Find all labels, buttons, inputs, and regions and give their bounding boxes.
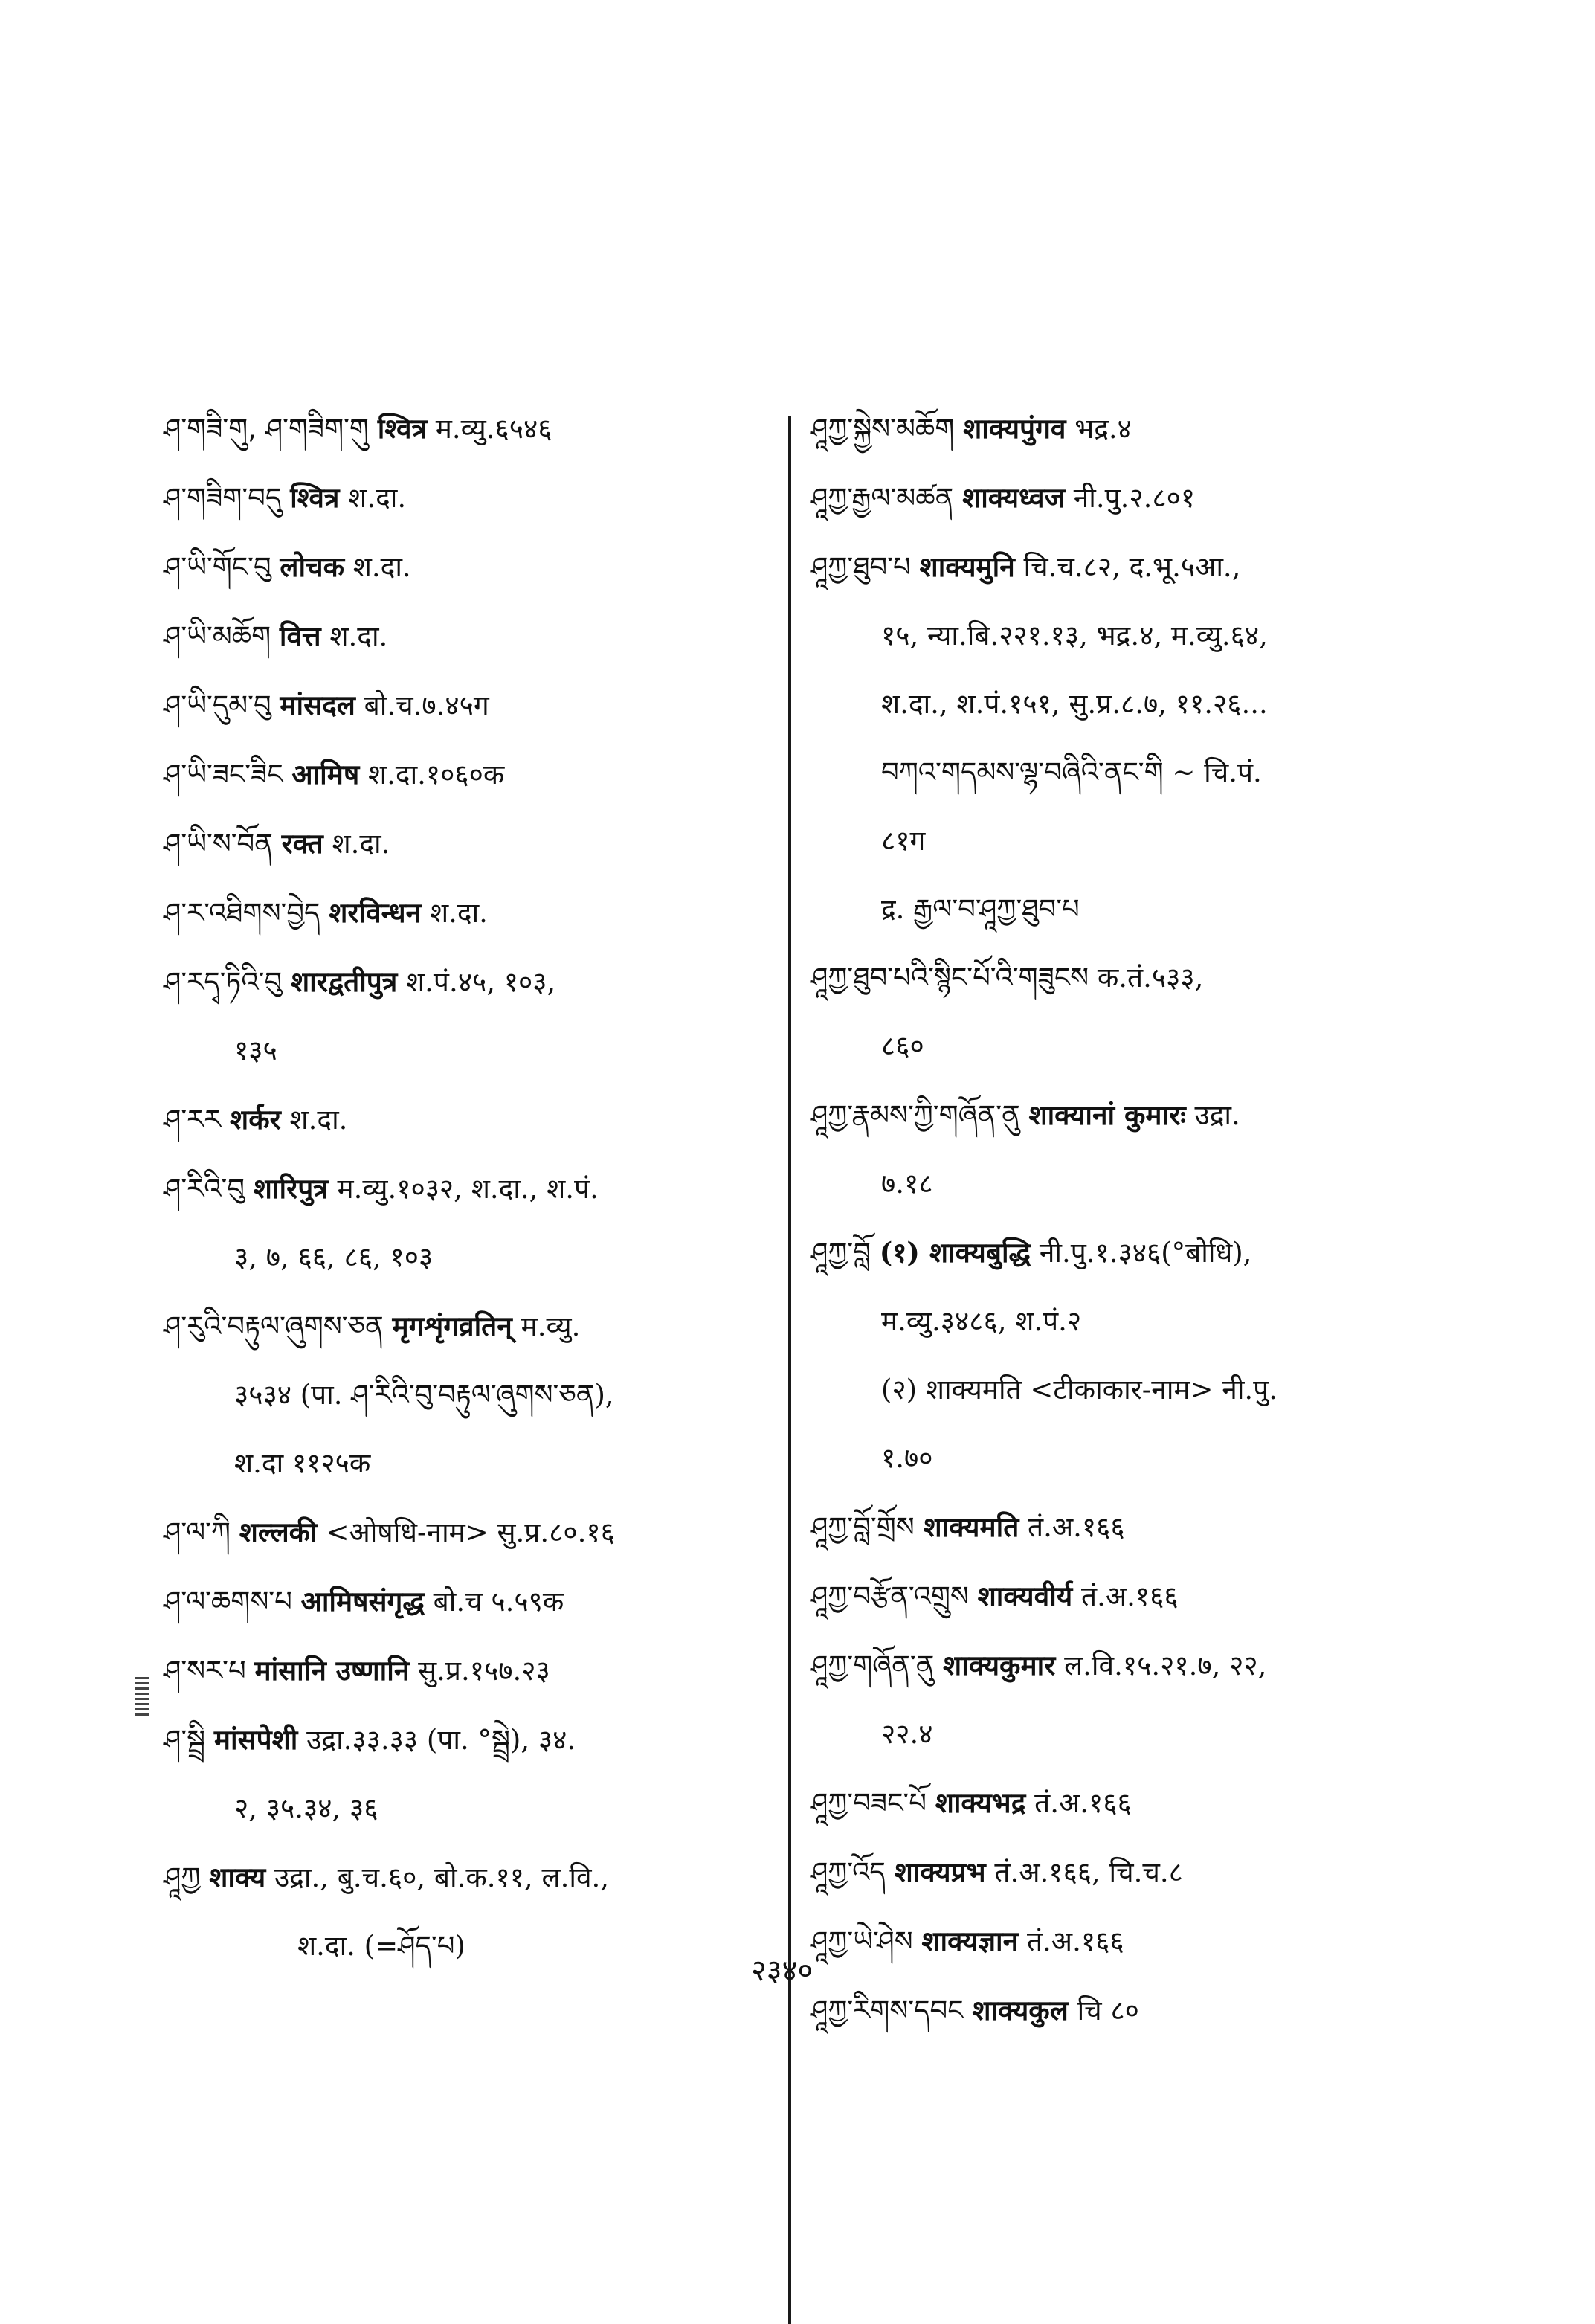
- source-reference: <ओषधि-नाम> सु.प्र.८०.१६: [326, 1516, 615, 1548]
- entry-continuation: श.दा. (=ཤོད་པ): [297, 1930, 465, 1962]
- tibetan-headword: ཤཱཀྱ་གཞོན་ནུ: [811, 1649, 935, 1681]
- dictionary-entry: [811, 1838, 1450, 1907]
- source-reference: श.दा.: [329, 620, 388, 652]
- left-column: [164, 394, 781, 1980]
- entry-continuation: श.दा., श.पं.१५१, सु.प्र.८.७, ११.२६...: [881, 688, 1268, 720]
- source-reference: सु.प्र.१५७.२३: [418, 1655, 550, 1687]
- tibetan-headword: ཤཱཀྱ་ཐུབ་པའི་སྙིང་པོ་འི་གཟུངས: [811, 962, 1089, 994]
- sanskrit-equivalent: शाक्यवीर्य: [977, 1580, 1073, 1612]
- sanskrit-equivalent: शर्कर: [230, 1103, 281, 1136]
- sanskrit-equivalent: श्वित्र: [377, 412, 428, 445]
- source-reference: तं.अ.१६६, चि.च.८: [994, 1856, 1183, 1888]
- dictionary-entry: [811, 1218, 1450, 1287]
- source-reference: श.दा.१०६०क: [368, 759, 505, 791]
- dictionary-entry: [164, 671, 781, 740]
- sanskrit-equivalent: शाक्यकुल: [972, 1994, 1069, 2027]
- source-reference: म.व्यु.१०३२, श.दा., श.पं.: [337, 1173, 599, 1205]
- sanskrit-equivalent: शारद्वतीपुत्र: [290, 965, 398, 998]
- source-reference: उद्रा.: [1194, 1099, 1240, 1131]
- entry-continuation: ३, ७, ६६, ८६, १०३: [234, 1241, 434, 1273]
- tibetan-headword: ཤ་སར་པ: [164, 1655, 246, 1687]
- sanskrit-equivalent: शाक्यध्वज: [962, 481, 1065, 514]
- tibetan-headword: ཤཱཀྱ་བཟང་པོ: [811, 1787, 927, 1819]
- tibetan-headword: ཤ་ར་འཐིགས་བྱེད: [164, 897, 320, 929]
- sanskrit-equivalent: शाक्यप्रभ: [894, 1855, 986, 1888]
- entry-continuation: ३५३४ (पा. ཤ་རིའི་བུ་བརྟུལ་ཞུགས་ཅན),: [234, 1379, 614, 1411]
- dictionary-entry: [811, 1768, 1450, 1838]
- source-reference: बो.च ५.५९क: [433, 1586, 564, 1618]
- tibetan-headword: ཤ་ཡི་ཟང་ཟིང: [164, 759, 283, 791]
- tibetan-headword: ཤ་ཡི་མཆོག: [164, 620, 271, 652]
- margin-mark: [135, 1677, 149, 1719]
- source-reference: तं.अ.१६६: [1028, 1511, 1125, 1543]
- sanskrit-equivalent: शाक्यमुनि: [919, 550, 1015, 583]
- sanskrit-equivalent: श्वित्र: [290, 481, 340, 514]
- entry-continuation: བཀའ་གདམས་ལྷ་བཞིའི་ནང་གི ~ चि.पं.: [881, 756, 1262, 788]
- entry-continuation: १.७०: [881, 1442, 933, 1474]
- tibetan-headword: ཤཱཀྱ་བློ: [811, 1237, 871, 1269]
- source-reference: चि.च.८२, द.भू.५आ.,: [1023, 551, 1241, 583]
- tibetan-headword: ཤཱཀྱ་ཐུབ་པ: [811, 551, 911, 583]
- sanskrit-equivalent: लोचक: [280, 550, 344, 583]
- dictionary-entry: [811, 1631, 1450, 1700]
- sanskrit-equivalent: आमिषसंगृद्ध: [300, 1585, 425, 1618]
- source-reference: तं.अ.१६६: [1026, 1925, 1124, 1957]
- tibetan-headword: ཤཱཀྱ: [164, 1861, 201, 1893]
- tibetan-headword: ཤ་ཡི་གོང་བུ: [164, 551, 271, 583]
- dictionary-entry: [164, 602, 781, 671]
- entry-continuation: १३५: [234, 1034, 277, 1066]
- sanskrit-equivalent: शाक्यमति: [923, 1510, 1019, 1543]
- tibetan-headword: ཤ་རིའི་བུ: [164, 1173, 245, 1205]
- source-reference: नी.पु.२.८०१: [1073, 482, 1196, 514]
- tibetan-headword: ཤ་རུའི་བརྟུལ་ཞུགས་ཅན: [164, 1310, 384, 1342]
- tibetan-headword: ཤཱཀྱ་རྒྱལ་མཚན: [811, 482, 954, 514]
- dictionary-entry: [164, 740, 781, 809]
- source-reference: भद्र.४: [1074, 413, 1132, 445]
- tibetan-headword: ཤཱཀྱ་ཡེ་ཤེས: [811, 1925, 913, 1957]
- source-reference: श.दा.: [348, 482, 407, 514]
- tibetan-headword: ཤ་རར: [164, 1104, 222, 1136]
- dictionary-entry: [811, 394, 1450, 463]
- entry-continuation: १५, न्या.बि.२२१.१३, भद्र.४, म.व्यु.६४,: [881, 619, 1268, 651]
- tibetan-headword: ཤ་ལ་ཀི: [164, 1516, 231, 1548]
- column-divider: [788, 416, 791, 2324]
- dictionary-entry: [811, 1907, 1450, 1976]
- sanskrit-equivalent: शाक्यज्ञान: [921, 1925, 1019, 1957]
- tibetan-headword: ཤ་གཟིག་བདུ: [164, 482, 282, 514]
- tibetan-headword: ཤཱཀྱ་སྐྱེས་མཆོག: [811, 413, 955, 445]
- entry-continuation: २२.४: [881, 1718, 933, 1750]
- source-reference: नी.पु.१.३४६(°बोधि),: [1039, 1237, 1252, 1269]
- source-reference: म.व्यु.६५४६: [435, 413, 552, 445]
- source-reference: श.दा.: [352, 551, 411, 583]
- sanskrit-equivalent: शरविन्धन: [329, 896, 422, 929]
- right-column: [811, 394, 1450, 2045]
- source-reference: श.दा.: [430, 897, 488, 929]
- dictionary-entry: [164, 463, 781, 532]
- dictionary-entry: [164, 394, 781, 463]
- sanskrit-equivalent: शाक्यपुंगव: [963, 412, 1066, 445]
- sanskrit-equivalent: मांसपेशी: [213, 1723, 298, 1756]
- source-reference: श.दा.: [332, 828, 390, 860]
- entry-continuation: ८६०: [881, 1030, 924, 1062]
- dictionary-entry: [164, 1636, 781, 1705]
- source-reference: तं.अ.१६६: [1034, 1787, 1132, 1819]
- tibetan-headword: ཤ་ཡི་དུམ་བུ: [164, 689, 271, 721]
- sanskrit-equivalent: शारिपुत्र: [253, 1172, 329, 1205]
- sanskrit-equivalent: मांसदल: [280, 689, 355, 721]
- dictionary-entry: [164, 1498, 781, 1567]
- source-reference: श.पं.४५, १०३,: [406, 966, 556, 998]
- entry-continuation: २, ३५.३४, ३६: [234, 1792, 378, 1824]
- dictionary-entry: [164, 1705, 781, 1774]
- entry-continuation: ८१ग: [881, 825, 926, 857]
- sanskrit-equivalent: शाक्यकुमार: [943, 1649, 1056, 1681]
- dictionary-entry: [811, 1081, 1450, 1150]
- source-reference: क.तं.५३३,: [1097, 962, 1204, 994]
- dictionary-entry: [164, 947, 781, 1017]
- page-number: २३४०: [751, 1954, 813, 1988]
- sanskrit-equivalent: रक्त: [281, 827, 323, 860]
- source-reference: ल.वि.१५.२१.७, २२,: [1064, 1649, 1267, 1681]
- source-reference: श.दा.: [289, 1104, 348, 1136]
- tibetan-headword: ཤཱཀྱ་རིགས་དབང: [811, 1995, 964, 2027]
- dictionary-entry: [811, 463, 1450, 532]
- tibetan-headword: ཤཱཀྱ་རྣམས་ཀྱི་གཞོན་ནུ: [811, 1099, 1020, 1131]
- dictionary-entry: [164, 1567, 781, 1636]
- source-reference: उद्रा., बु.च.६०, बो.क.११, ल.वि.,: [274, 1861, 610, 1893]
- sanskrit-equivalent: शाक्यानां कुमारः: [1028, 1098, 1186, 1131]
- tibetan-headword: ཤཱཀྱ་འོད: [811, 1856, 886, 1888]
- tibetan-headword: ཤཱཀྱ་བརྩོན་འགྲུས: [811, 1580, 969, 1612]
- sanskrit-equivalent: शल्लकी: [239, 1516, 318, 1548]
- sanskrit-equivalent: आमिष: [291, 758, 360, 791]
- entry-continuation: म.व्यु.३४८६, श.पं.२: [881, 1305, 1082, 1337]
- source-reference: चि ८०: [1077, 1995, 1139, 2027]
- sanskrit-equivalent: शाक्यभद्र: [935, 1786, 1026, 1819]
- tibetan-headword: ཤ་གཟི་གུ, ཤ་གཟིག་གུ: [164, 413, 369, 445]
- dictionary-entry: [164, 532, 781, 602]
- tibetan-headword: ཤ་སྦྲི: [164, 1724, 206, 1756]
- dictionary-entry: [164, 1843, 781, 1912]
- entry-continuation: (२) शाक्यमति <टीकाकार-नाम> नी.पु.: [881, 1374, 1277, 1406]
- tibetan-headword: ཤ་ཡི་ས་བོན: [164, 828, 273, 860]
- dictionary-entry: [164, 1292, 781, 1361]
- sanskrit-equivalent: वित्त: [279, 619, 321, 652]
- source-reference: उद्रा.३३.३३ (पा. °སྦྲེ), ३४.: [306, 1724, 576, 1756]
- entry-continuation: श.दा ११२५क: [234, 1447, 371, 1479]
- dictionary-entry: [811, 1493, 1450, 1562]
- source-reference: म.व्यु.: [521, 1310, 581, 1342]
- sanskrit-equivalent: (१) शाक्यबुद्धि: [879, 1236, 1031, 1269]
- dictionary-entry: [164, 809, 781, 878]
- dictionary-entry: [811, 1976, 1450, 2045]
- entry-continuation: ७.१८: [881, 1168, 933, 1200]
- tibetan-headword: ཤ་རདྭ་ཏིའི་བུ: [164, 966, 283, 998]
- source-reference: बो.च.७.४५ग: [364, 689, 489, 721]
- tibetan-headword: ཤཱཀྱ་བློ་གྲོས: [811, 1511, 915, 1543]
- sanskrit-equivalent: मांसानि उष्णानि: [254, 1654, 410, 1687]
- tibetan-headword: ཤ་ལ་ཆགས་པ: [164, 1586, 292, 1618]
- dictionary-entry: [811, 1562, 1450, 1631]
- sanskrit-equivalent: मृगशृंगव्रतिन्: [392, 1310, 512, 1342]
- dictionary-entry: [811, 532, 1450, 602]
- dictionary-entry: [164, 1085, 781, 1154]
- dictionary-entry: [811, 944, 1450, 1012]
- source-reference: तं.अ.१६६: [1081, 1580, 1179, 1612]
- entry-continuation: द्र. རྒྱལ་བ་ཤཱཀྱ་ཐུབ་པ: [881, 893, 1080, 925]
- sanskrit-equivalent: शाक्य: [209, 1861, 266, 1893]
- dictionary-entry: [164, 1154, 781, 1223]
- dictionary-entry: [164, 878, 781, 947]
